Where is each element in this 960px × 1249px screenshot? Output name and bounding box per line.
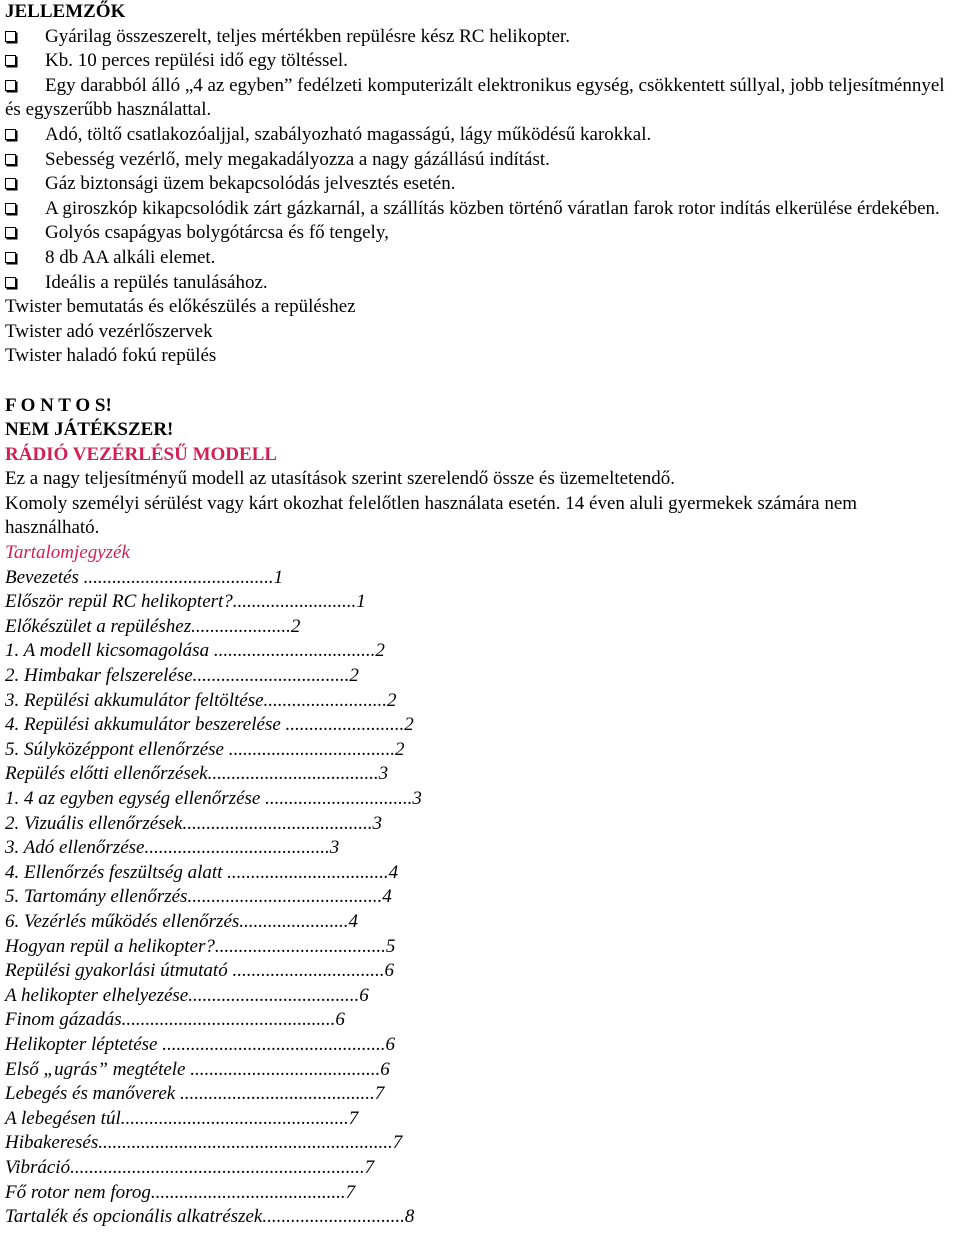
toc-entry[interactable]: Helikopter léptetése ...............................................6	[5, 1033, 395, 1055]
checkbox-icon	[5, 203, 16, 214]
feature-item: 8 db AA alkáli elemet.	[5, 246, 955, 271]
rc-model-title: RÁDIÓ VEZÉRLÉSŰ MODELL	[5, 443, 278, 465]
toc-entry[interactable]: 3. Adó ellenőrzése.......................................3	[5, 837, 340, 859]
checkbox-icon	[5, 55, 16, 66]
checkbox-icon	[5, 31, 16, 42]
toc-entry[interactable]: 3. Repülési akkumulátor feltöltése..........................2	[5, 689, 397, 711]
feature-item: Ideális a repülés tanulásához.	[5, 271, 955, 296]
feature-item: A giroszkóp kikapcsolódik zárt gázkarnál, a szállítás közben történő váratlan farok rotor indítás elkerülése érdekében.	[5, 197, 955, 222]
link-twister-advanced[interactable]: Twister haladó fokú repülés	[5, 345, 217, 367]
feature-item: Egy darabból álló „4 az egyben” fedélzeti komputerizált elektronikus egység, csökkentett súllyal, jobb teljesítménnyel és egyszerűbb használattal.	[5, 74, 945, 121]
toc-entry[interactable]: 6. Vezérlés működés ellenőrzés.......................4	[5, 910, 359, 932]
toc-entry[interactable]: Hibakeresés..............................................................7	[5, 1132, 403, 1154]
checkbox-icon	[5, 227, 16, 238]
toc-entry[interactable]: Első „ugrás” megtétele ........................................6	[5, 1058, 390, 1080]
toc-title[interactable]: Tartalomjegyzék	[5, 542, 130, 564]
toc-entry[interactable]: Repülési gyakorlási útmutató ................................6	[5, 960, 394, 982]
toc-entry[interactable]: Finom gázadás.............................................6	[5, 1009, 345, 1031]
checkbox-icon	[5, 252, 16, 263]
toc-entry[interactable]: 1. A modell kicsomagolása ..................................2	[5, 640, 385, 662]
feature-item: Gáz biztonsági üzem bekapcsolódás jelvesztés esetén.	[5, 172, 955, 197]
toc-entry[interactable]: 4. Repülési akkumulátor beszerelése .........................2	[5, 714, 414, 736]
toc-entry[interactable]: A lebegésen túl................................................7	[5, 1107, 359, 1129]
feature-item: Gyárilag összeszerelt, teljes mértékben repülésre kész RC helikopter.	[5, 25, 955, 50]
toc-entry[interactable]: Tartalék és opcionális alkatrészek..............................8	[5, 1206, 415, 1228]
toc-entry[interactable]: Először repül RC helikoptert?..........................1	[5, 591, 366, 613]
feature-item: Adó, töltő csatlakozóaljjal, szabályozható magasságú, lágy működésű karokkal.	[5, 123, 955, 148]
checkbox-icon	[5, 154, 16, 165]
toc-entry[interactable]: 5. Tartomány ellenőrzés.........................................4	[5, 886, 392, 908]
link-twister-controls[interactable]: Twister adó vezérlőszervek	[5, 320, 213, 342]
checkbox-icon	[5, 129, 16, 140]
toc-entry[interactable]: Repülés előtti ellenőrzések....................................3	[5, 763, 389, 785]
checkbox-icon	[5, 277, 16, 288]
toc-entry[interactable]: 2. Vizuális ellenőrzések........................................3	[5, 812, 382, 834]
toc-entry[interactable]: 2. Himbakar felszerelése.................................2	[5, 665, 359, 687]
feature-item: Kb. 10 perces repülési idő egy töltéssel.	[5, 49, 955, 74]
features-heading: JELLEMZŐK	[5, 1, 126, 22]
toc-entry[interactable]: 5. Súlyközéppont ellenőrzése ...................................2	[5, 738, 405, 760]
warning-title: F O N T O S!	[5, 394, 112, 416]
toc-entry[interactable]: Bevezetés ........................................1	[5, 566, 284, 588]
toc-entry[interactable]: A helikopter elhelyezése....................................6	[5, 984, 369, 1006]
checkbox-icon	[5, 80, 16, 91]
checkbox-icon	[5, 178, 16, 189]
toc-entry[interactable]: Előkészület a repüléshez.....................2	[5, 615, 301, 637]
link-twister-intro[interactable]: Twister bemutatás és előkészülés a repüléshez	[5, 296, 356, 318]
not-toy-title: NEM JÁTÉKSZER!	[5, 419, 174, 441]
toc-list	[5, 566, 955, 1230]
features-list	[5, 25, 955, 296]
toc-entry[interactable]: Vibráció..............................................................7	[5, 1156, 375, 1178]
toc-entry[interactable]: Fő rotor nem forog.........................................7	[5, 1181, 356, 1203]
warning-text-1: Ez a nagy teljesítményű modell az utasítások szerint szerelendő össze és üzemeltetendő.	[5, 468, 676, 490]
feature-item: Golyós csapágyas bolygótárcsa és fő tengely,	[5, 221, 955, 246]
spacer	[5, 369, 955, 394]
toc-entry[interactable]: Hogyan repül a helikopter?....................................5	[5, 935, 396, 957]
warning-text-2: Komoly személyi sérülést vagy kárt okozhat felelőtlen használata esetén. 14 éven aluli gyermekek számára nem használható.	[5, 492, 858, 539]
toc-entry[interactable]: 4. Ellenőrzés feszültség alatt ..................................4	[5, 861, 399, 883]
document-page	[5, 0, 955, 1230]
feature-item: Sebesség vezérlő, mely megakadályozza a nagy gázállású indítást.	[5, 148, 955, 173]
toc-entry[interactable]: 1. 4 az egyben egység ellenőrzése ...............................3	[5, 788, 422, 809]
toc-entry[interactable]: Lebegés és manőverek .........................................7	[5, 1083, 385, 1105]
